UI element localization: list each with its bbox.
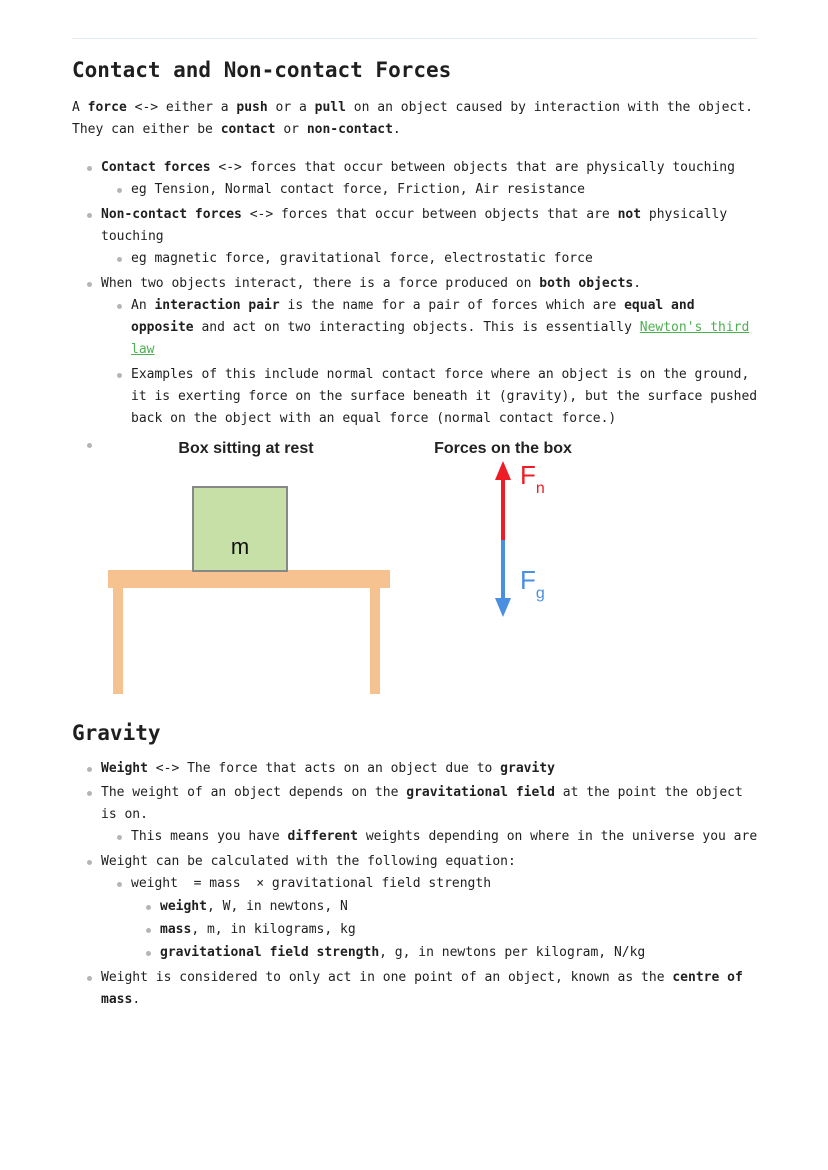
divider	[72, 38, 758, 39]
equation: weight = mass × gravitational field strength weight, W, in newtons, N mass, m, in kilograms, kg gravitational field strength, g, in newtons per kilogram, N/kg	[131, 873, 758, 964]
caption-box-at-rest: Box sitting at rest	[178, 440, 314, 457]
list-item: Weight <-> The force that acts on an object due to gravity	[101, 758, 758, 780]
heading-gravity: Gravity	[72, 721, 161, 745]
table-leg-left	[113, 588, 123, 694]
list-item: Non-contact forces <-> forces that occur between objects that are not physically touching eg magnetic force, gravitational force, electrostatic force	[101, 204, 758, 270]
list-item: mass, m, in kilograms, kg	[160, 919, 758, 941]
fn-sub: n	[535, 480, 545, 497]
list-item: gravitational field strength, g, in newtons per kilogram, N/kg	[160, 942, 758, 964]
list-item: eg magnetic force, gravitational force, electrostatic force	[131, 248, 758, 270]
fn-label: F	[520, 460, 536, 490]
list-item: eg Tension, Normal contact force, Friction, Air resistance	[131, 179, 758, 201]
newtons-third-law-link[interactable]: Newton's third law	[131, 320, 750, 357]
forces-diagram	[100, 434, 594, 704]
box-label: m	[230, 534, 250, 559]
forces-list	[72, 157, 758, 704]
fg-label: F	[520, 565, 536, 595]
list-item: This means you have different weights depending on where in the universe you are	[131, 826, 758, 848]
list-item-figure	[101, 434, 758, 704]
document	[72, 0, 758, 1011]
list-item: When two objects interact, there is a force produced on both objects. An interaction pair is the name for a pair of forces which are equal and opposite and act on two interacting objects. This is essentially Newton's third law Examples of this include normal contact force where an object is on the ground, it is exerting force on the surface beneath it (gravity), but the surface pushed back on the object with an equal force (normal contact force.)	[101, 273, 758, 430]
list-item: Weight can be calculated with the following equation: weight = mass × gravitational field strength weight, W, in newtons, N mass, m, in kilograms, kg gravitational field strength, g, in newtons per kilogram, N/kg	[101, 851, 758, 964]
gravity-list	[72, 758, 758, 1011]
caption-forces: Forces on the box	[434, 440, 572, 457]
fg-sub: g	[535, 585, 545, 602]
intro-paragraph: A force <-> either a push or a pull on an object caused by interaction with the object. They can either be contact or non-contact.	[72, 100, 753, 137]
list-item: weight, W, in newtons, N	[160, 896, 758, 918]
heading-contact-forces: Contact and Non-contact Forces	[72, 58, 452, 82]
list-item: Examples of this include normal contact force where an object is on the ground, it is exerting force on the surface beneath it (gravity), but the surface pushed back on the object with an equal force (normal contact force.)	[131, 364, 758, 430]
list-item: Weight is considered to only act in one point of an object, known as the centre of mass.	[101, 967, 758, 1011]
list-item: The weight of an object depends on the gravitational field at the point the object is on. This means you have different weights depending on where in the universe you are	[101, 782, 758, 848]
table-leg-right	[370, 588, 380, 694]
table-top	[108, 570, 390, 588]
list-item: An interaction pair is the name for a pair of forces which are equal and opposite and act on two interacting objects. This is essentially Newton's third law	[131, 295, 758, 361]
list-item: Contact forces <-> forces that occur between objects that are physically touching eg Tension, Normal contact force, Friction, Air resistance	[101, 157, 758, 201]
